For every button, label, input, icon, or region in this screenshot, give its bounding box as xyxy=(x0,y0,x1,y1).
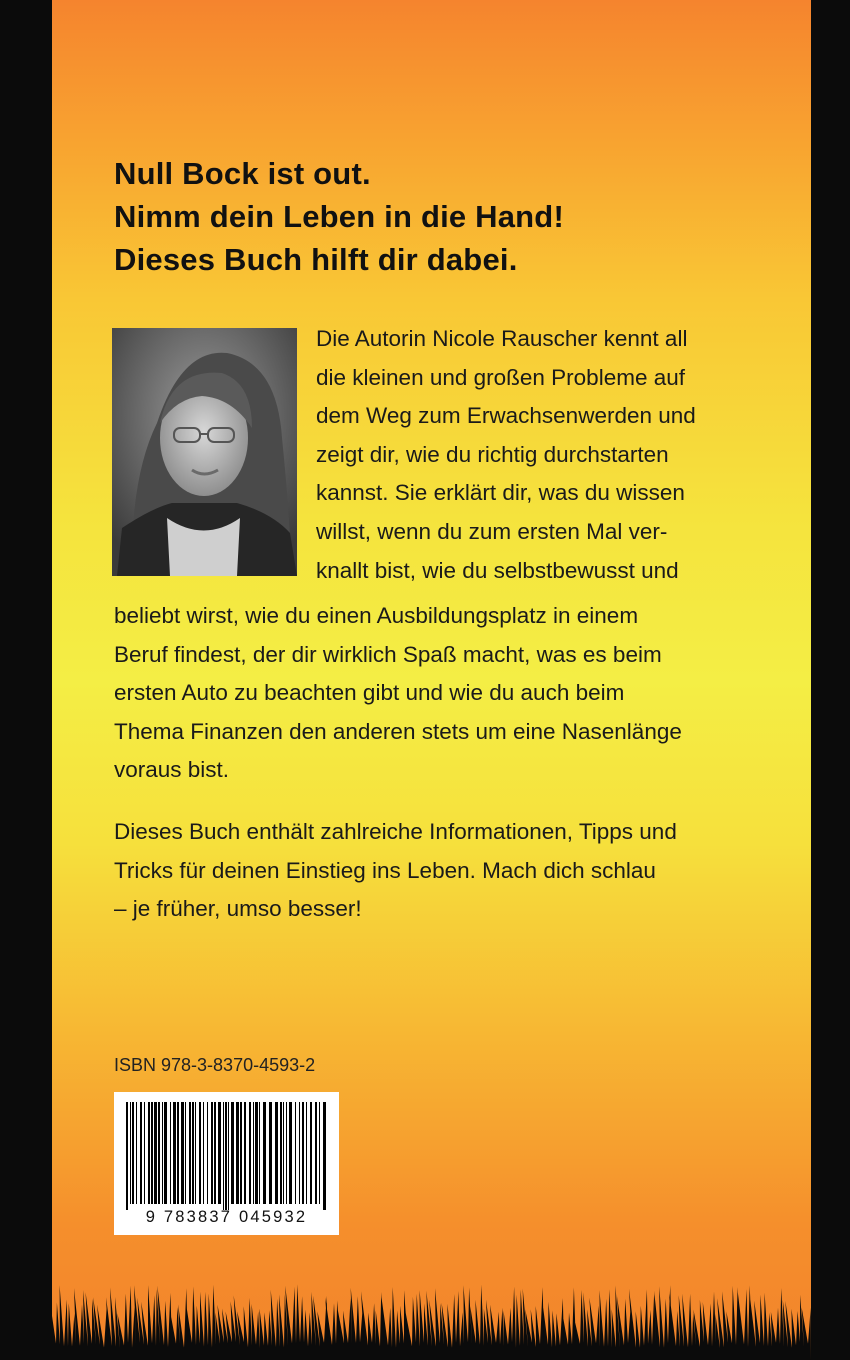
headline-line-3: Dieses Buch hilft dir dabei. xyxy=(114,242,518,277)
text-line: Dieses Buch enthält zahlreiche Informationen, Tipps und xyxy=(114,819,677,844)
text-line: Die Autorin Nicole Rauscher kennt all xyxy=(316,326,688,351)
author-photo xyxy=(112,328,297,576)
text-line: die kleinen und großen Probleme auf xyxy=(316,364,685,390)
headline-line-1: Null Bock ist out. xyxy=(114,156,371,191)
grass-silhouette xyxy=(52,1280,811,1360)
text-line: Tricks für deinen Einstieg ins Leben. Mach dich schlau xyxy=(114,857,656,883)
headline-line-2: Nimm dein Leben in die Hand! xyxy=(114,199,564,234)
text-line: voraus bist. xyxy=(114,757,230,783)
text-line: Beruf findest, der dir wirklich Spaß macht, was es beim xyxy=(114,641,662,667)
barcode-digits: 9 783837 045932 xyxy=(145,1208,308,1226)
author-intro-continued xyxy=(114,597,682,790)
text-line: knallt bist, wie du selbstbewusst und xyxy=(316,557,679,583)
text-line: Thema Finanzen den anderen stets um eine Nasenlänge xyxy=(114,718,682,744)
text-line: beliebt wirst, wie du einen Ausbildungsplatz in einem xyxy=(114,603,639,628)
isbn-label: ISBN 978-3-8370-4593-2 xyxy=(114,1055,316,1075)
headline xyxy=(114,152,564,281)
author-intro-beside-photo xyxy=(316,320,696,590)
text-line: – je früher, umso besser! xyxy=(114,896,362,922)
barcode xyxy=(114,1092,339,1235)
text-line: willst, wenn du zum ersten Mal ver- xyxy=(316,518,668,544)
text-line: dem Weg zum Erwachsenwerden und xyxy=(316,403,696,429)
text-line: ersten Auto zu beachten gibt und wie du auch beim xyxy=(114,680,625,706)
text-line: zeigt dir, wie du richtig durchstarten xyxy=(316,441,669,467)
book-summary xyxy=(114,813,677,929)
text-line: kannst. Sie erklärt dir, was du wissen xyxy=(316,480,685,506)
back-cover xyxy=(52,0,811,1360)
